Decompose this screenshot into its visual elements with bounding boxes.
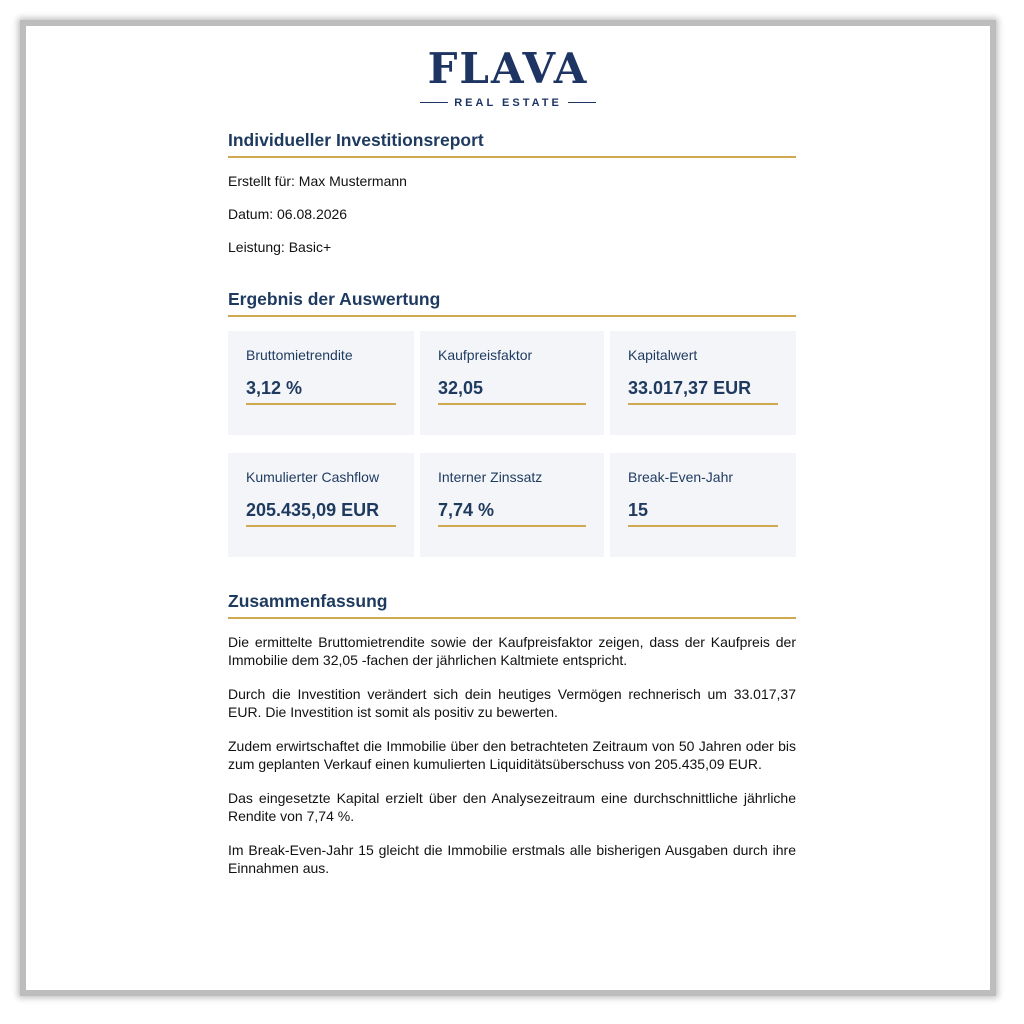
card-kapitalwert <box>610 331 796 435</box>
card-label: Bruttomietrendite <box>246 347 353 363</box>
summary-paragraph: Die ermittelte Bruttomietrendite sowie der Kaufpreisfaktor zeigen, dass der Kaufpreis der Immobilie dem 32,05 -fachen der jährlichen Kaltmiete entspricht. <box>228 634 796 668</box>
card-interner-zinssatz <box>420 453 604 557</box>
results-cards <box>228 331 796 557</box>
card-label: Interner Zinssatz <box>438 469 543 485</box>
logo-rule-left <box>420 102 448 103</box>
logo-tagline-row <box>420 97 596 109</box>
card-value: 3,12 % <box>246 378 396 405</box>
logo-tagline: REAL ESTATE <box>454 96 562 109</box>
created-for-line: Erstellt für: Max Mustermann <box>228 173 407 189</box>
card-kaufpreisfaktor <box>420 331 604 435</box>
card-label: Kapitalwert <box>628 347 698 363</box>
card-value: 15 <box>628 500 778 527</box>
logo-wordmark: FLAVA <box>427 44 589 93</box>
date-line: Datum: 06.08.2026 <box>228 206 348 222</box>
card-label: Kumulierter Cashflow <box>246 469 380 485</box>
summary-paragraph: Zudem erwirtschaftet die Immobilie über den betrachteten Zeitraum von 50 Jahren oder bis zum geplanten Verkauf einen kumulierten Liquiditätsüberschuss von 205.435,09 EUR. <box>228 738 796 772</box>
card-break-even-jahr <box>610 453 796 557</box>
report-title: Individueller Investitionsreport <box>228 130 796 158</box>
results-title: Ergebnis der Auswertung <box>228 289 796 317</box>
card-label: Break-Even-Jahr <box>628 469 734 485</box>
logo-rule-right <box>568 102 596 103</box>
summary-paragraph: Im Break-Even-Jahr 15 gleicht die Immobilie erstmals alle bisherigen Ausgaben durch ihre Einnahmen aus. <box>228 842 796 876</box>
card-value: 32,05 <box>438 378 586 405</box>
card-value: 205.435,09 EUR <box>246 500 396 527</box>
service-line: Leistung: Basic+ <box>228 239 332 255</box>
card-bruttomietrendite <box>228 331 414 435</box>
company-logo <box>26 44 990 109</box>
card-value: 7,74 % <box>438 500 586 527</box>
report-page <box>20 20 996 996</box>
summary-paragraph: Durch die Investition verändert sich dein heutiges Vermögen rechnerisch um 33.017,37 EUR. Die Investition ist somit als positiv zu bewerten. <box>228 686 796 720</box>
report-content <box>228 130 796 893</box>
summary-title: Zusammenfassung <box>228 591 796 619</box>
summary-paragraph: Das eingesetzte Kapital erzielt über den Analysezeitraum eine durchschnittliche jährliche Rendite von 7,74 %. <box>228 790 796 824</box>
summary-body <box>228 633 796 877</box>
card-value: 33.017,37 EUR <box>628 378 778 405</box>
card-label: Kaufpreisfaktor <box>438 347 533 363</box>
card-kumulierter-cashflow <box>228 453 414 557</box>
